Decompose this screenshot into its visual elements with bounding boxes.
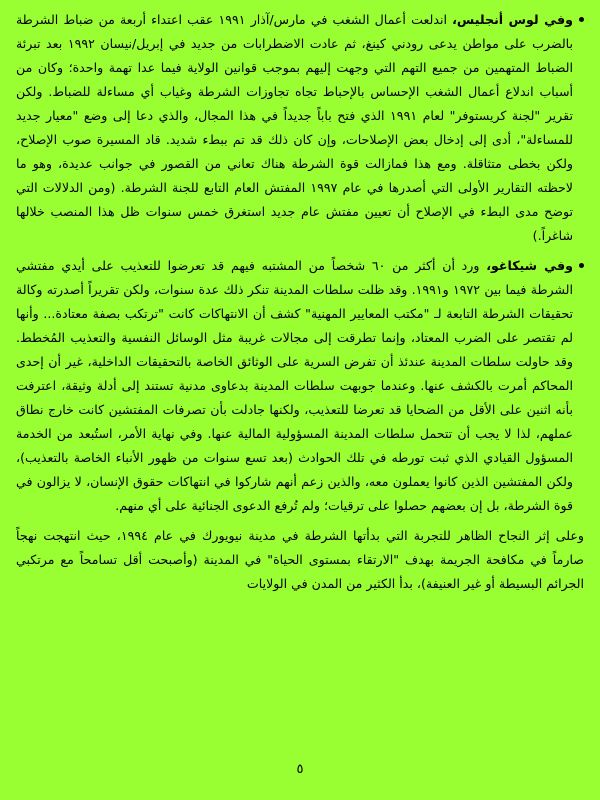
bullet-list — [16, 8, 584, 518]
document-body — [16, 8, 584, 596]
paragraph-lead: وفي شيكاغو، — [486, 258, 573, 273]
bullet-paragraph-chicago — [16, 254, 584, 518]
paragraph-text: اندلعت أعمال الشغب في مارس/آذار ١٩٩١ عقب اعتداء أربعة من ضباط الشرطة بالضرب على مواطن يدعى رودني كينغ، ثم عادت الاضطرابات من جديد في إبريل/نيسان ١٩٩٢ بعد تبرئة الضباط المتهمين من جميع التهم التي وجهت إليهم بموجب قوانين الولاية فيما عدا تهمة واحدة؛ وكان من أسباب اندلاع أعمال الشغب الإحساس بالإحباط تجاه تجاوزات الشرطة وغياب أي مساءلة للضباط. ولكن تقرير "لجنة كريستوفر" لعام ١٩٩١ الذي فتح باباً جديداً في هذا المجال، والذي دعا إلى وضع "معيار جديد للمساءلة"، أدى إلى إدخال بعض الإصلاحات، وإن كان ذلك قد تم ببطء شديد. قاد المسيرة صوب الإصلاح، ولكن بخطى متثاقلة. ومع هذا فمازالت قوة الشرطة هناك تعاني من القصور في جوانب عديدة، وهو ما لاحظته التقارير الأولى التي أصدرها في عام ١٩٩٧ المفتش العام التابع للجنة الشرطة. (ومن الدلالات التي توضح مدى البطء في الإصلاح أن تعيين مفتش عام جديد استغرق خمس سنوات ظل هذا المنصب خلالها شاغراً.) — [16, 12, 574, 243]
bullet-paragraph-los-angeles — [16, 8, 584, 248]
paragraph-lead: وفي لوس أنجليس، — [452, 12, 573, 27]
page-number: ٥ — [296, 762, 304, 777]
paragraph-text: ورد أن أكثر من ٦٠ شخصاً من المشتبه فيهم قد تعرضوا للتعذيب على أيدي مفتشي الشرطة فيما بين ١٩٧٢ و١٩٩١. وقد ظلت سلطات المدينة تنكر ذلك عدة سنوات، ولكن تقريراً أصدرته وكالة تحقيقات الشرطة التابعة لـ "مكتب المعايير المهنية" كشف أن الانتهاكات كانت "ترتكب بصفة معتادة... وأنها لم تقتصر على الضرب المعتاد، وإنما تطرقت إلى مجالات غريبة مثل الوسائل النفسية والتعذيب المُخطط. وقد حاولت سلطات المدينة عندئذ أن تفرض السرية على الوثائق الخاصة بالتحقيقات الداخلية، غير أن إحدى المحاكم أمرت بالكشف عنها. وعندما جوبهت سلطات المدينة بدعاوى مدنية تستند إلى أدلة وثيقة، اعترفت بأنه اثنين على الأقل من الضحايا قد تعرضا للتعذيب، ولكنها جادلت بأن تصرفات المفتشين كانت خارج نطاق عملهم، لذا لا يجب أن تتحمل سلطات المدينة المسؤولية المالية عنها. وفي نهاية الأمر، استُبعد من الخدمة المسؤول القيادي الذي ثبت تورطه في تلك الحوادث (بعد تسع سنوات من ظهور الأنباء الخاصة بالتعذيب)، ولكن المفتشين الذين كانوا يعملون معه، والذين زعم أنهم شاركوا في انتهاكات حقوق الإنسان، لا يزالون في قوة الشرطة، بل إن بعضهم حصلوا على ترقيات؛ ولم تُرفع الدعوى الجنائية على أي منهم. — [16, 258, 573, 513]
closing-paragraph: وعلى إثر النجاح الظاهر للتجربة التي بدأتها الشرطة في مدينة نيويورك في عام ١٩٩٤، حيث انتهجت نهجاً صارماً في مكافحة الجريمة بهدف "الارتقاء بمستوى الحياة" في المدينة (وأصبحت أقل تسامحاً مع مرتكبي الجرائم البسيطة أو غير العنيفة)، بدأ الكثير من المدن في الولايات — [16, 528, 584, 591]
